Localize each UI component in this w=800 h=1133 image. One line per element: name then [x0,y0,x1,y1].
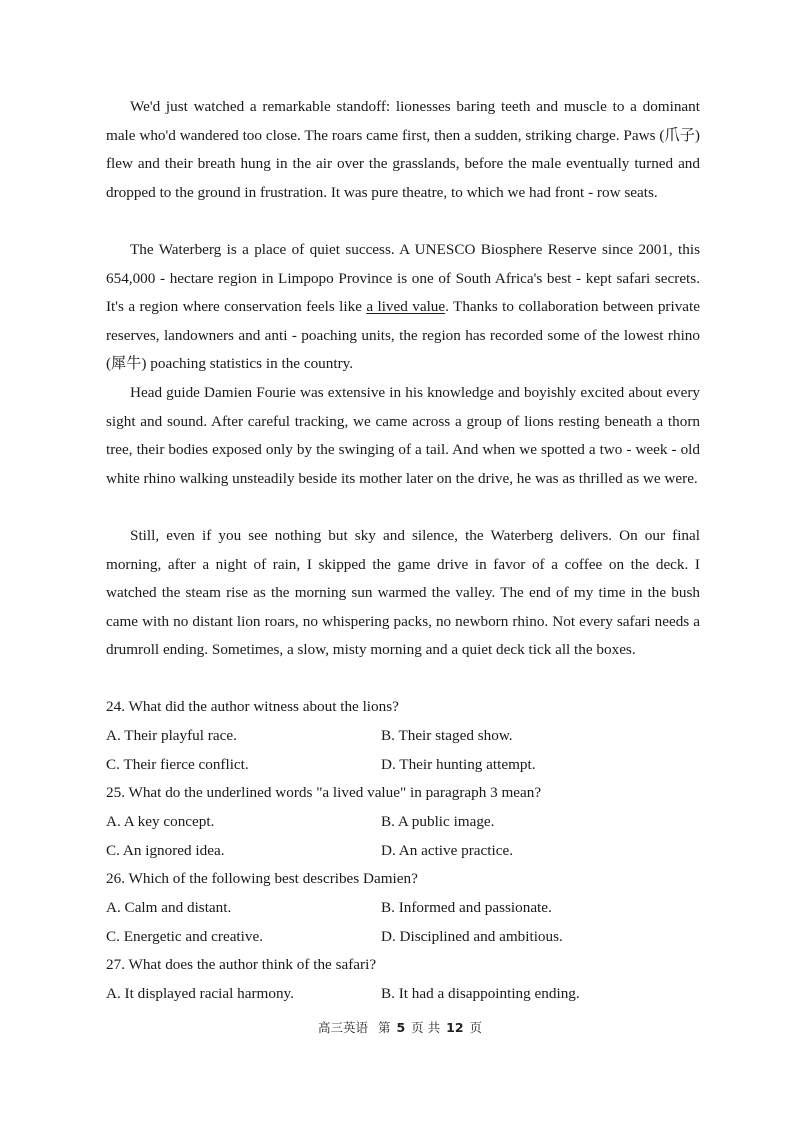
question-24-stem: 24. What did the author witness about the lions? [106,698,399,715]
question-24-option-a: A. Their playful race. [106,727,237,744]
question-25-stem: 25. What do the underlined words "a lived value" in paragraph 3 mean? [106,784,542,801]
paragraph-2-text-after: . Thanks to collaboration between private reserves, landowners and anti - poaching units, the region has recorded some of the lowest rhino (犀牛) poaching statistics in the country. [106,298,701,373]
footer-page-prefix: 第 [377,1020,391,1035]
paragraph-2-text-before: The Waterberg is a place of quiet success. A UNESCO Biosphere Reserve since 2001, this 654,000 - hectare region in Limpopo Province is one of South Africa's best - kept safari secrets. It's a region where conservation feels like [106,241,700,316]
underlined-phrase: a lived value [366,298,446,316]
question-25-option-c: C. An ignored idea. [106,842,225,859]
question-26-stem: 26. Which of the following best describes Damien? [106,870,418,887]
question-26-option-c: C. Energetic and creative. [106,928,264,945]
question-27-option-b: B. It had a disappointing ending. [381,985,580,1002]
passage-paragraph-1: We'd just watched a remarkable standoff: lionesses baring teeth and muscle to a dominant male who'd wandered too close. The roars came first, then a sudden, striking charge. Paws (爪子) flew and their breath hung in the air over the grasslands, before the male eventually turned and dropped to the ground in frustration. It was pure theatre, to which we had front - row seats. [106,98,700,201]
passage-paragraph-2 [106,236,700,379]
question-24-option-c: C. Their fierce conflict. [106,756,249,773]
question-27-stem: 27. What does the author think of the safari? [106,956,377,973]
footer-page-current: 5 [396,1020,406,1035]
question-25-option-d: D. An active practice. [381,842,513,859]
page-footer [0,1019,800,1037]
footer-subject: 高三英语 [317,1020,368,1035]
question-25-option-b: B. A public image. [381,813,495,830]
passage-paragraph-3: Head guide Damien Fourie was extensive in his knowledge and boyishly excited about every sight and sound. After careful tracking, we came across a group of lions resting beneath a thorn tree, their bodies exposed only by the swinging of a tail. And when we spotted a two - week - old white rhino walking unsteadily beside its mother later on the drive, he was as thrilled as we were. [106,384,700,487]
question-26-option-b: B. Informed and passionate. [381,899,552,916]
passage-paragraph-4: Still, even if you see nothing but sky and silence, the Waterberg delivers. On our final morning, after a night of rain, I skipped the game drive in favor of a coffee on the deck. I watched the steam rise as the morning sun warmed the valley. The end of my time in the bush came with no distant lion roars, no whispering packs, no newborn rhino. Not every safari needs a drumroll ending. Sometimes, a slow, misty morning and a quiet deck tick all the boxes. [106,527,700,659]
question-24-option-b: B. Their staged show. [381,727,513,744]
footer-page-mid: 页 共 [411,1020,441,1035]
footer-page-total: 12 [446,1020,464,1035]
question-26-option-d: D. Disciplined and ambitious. [381,928,563,945]
question-27-option-a: A. It displayed racial harmony. [106,985,294,1002]
question-26-option-a: A. Calm and distant. [106,899,232,916]
footer-page-suffix: 页 [469,1020,483,1035]
question-25-option-a: A. A key concept. [106,813,215,830]
question-24-option-d: D. Their hunting attempt. [381,756,536,773]
